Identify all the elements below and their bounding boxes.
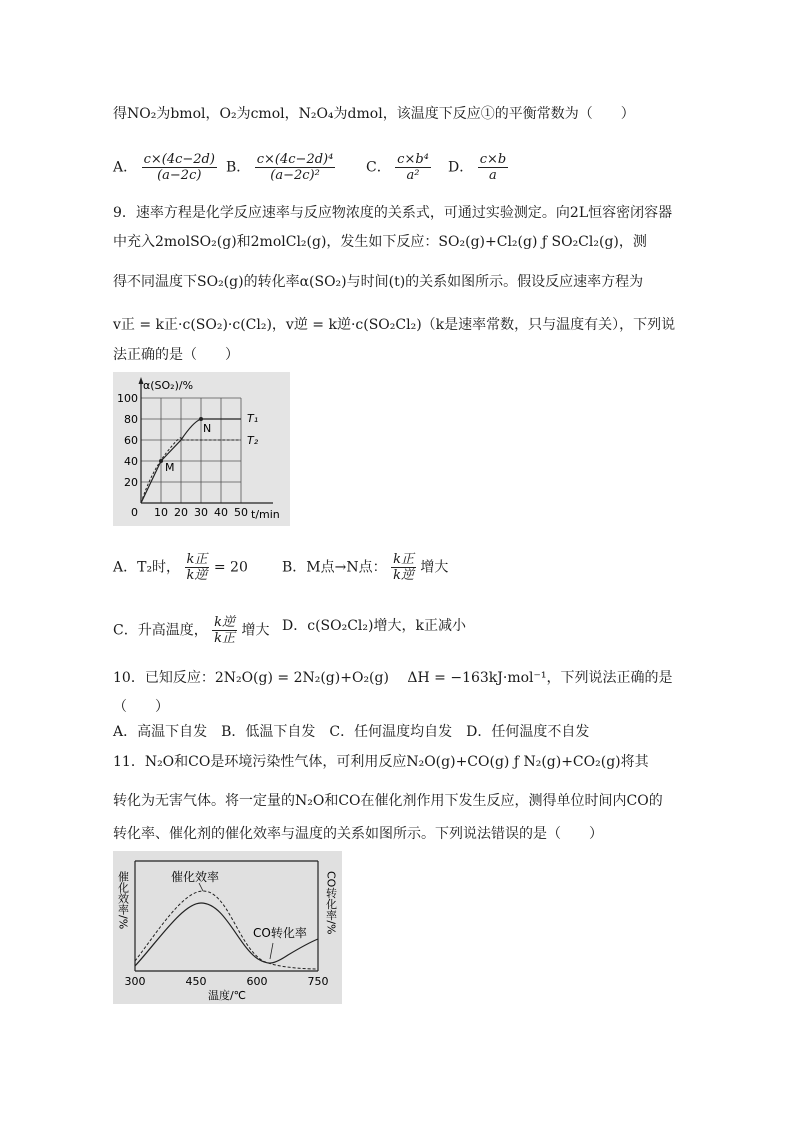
chart1-xlabel: t/min [251,508,280,521]
q9-option-c-fraction [212,615,237,646]
ytick-20: 20 [124,476,138,489]
q9-option-d[interactable]: D．c(SO₂Cl₂)增大，k正减小 [282,618,466,634]
q9-option-b[interactable] [282,552,448,583]
q10-stem-line-1: 10．已知反应：2N₂O(g) = 2N₂(g)+O₂(g) ΔH = −163kJ·mol⁻¹，下列说法正确的是 [113,670,673,686]
chart2-ylabel-left: 催化效率/% [116,871,130,930]
q10-options[interactable]: A．高温下自发 B．低温下自发 C．任何温度均自发 D．任何温度不自发 [113,724,590,740]
q9-option-b-fraction [391,552,416,583]
continued-question-line: 得NO₂为bmol，O₂为cmol，N₂O₄为dmol，该温度下反应①的平衡常数为（ ） [113,106,635,122]
q9-option-c-pre: C．升高温度， [113,622,208,639]
q8-option-c-numerator: c×b⁴ [397,152,429,167]
q9-option-b-pre: B．M点→N点： [282,559,387,576]
chart2-ylabel-right: CO转化率/% [324,871,338,935]
label-t1: T₁ [247,412,259,425]
q9-option-a-denominator: k逆 [186,568,208,583]
label-n: N [203,422,212,435]
q9-stem-line-4: v正 = k正·c(SO₂)·c(Cl₂)，v逆 = k逆·c(SO₂Cl₂)（k是速率常数，只与温度有关），下列说 [113,317,676,333]
q9-option-c-post: 增大 [241,622,270,639]
point-m [159,459,163,463]
q8-option-c-label: C． [366,159,391,176]
q10-stem-line-2: （ ） [113,699,169,715]
figure-so2-conversion [113,372,290,526]
q8-option-a-label: A． [113,159,138,176]
q8-option-a-denominator: (a−2c) [157,168,202,183]
q9-option-c-denominator: k正 [214,631,236,646]
q8-option-b-denominator: (a−2c)² [270,168,320,183]
chart2-xlabel: 温度/℃ [207,989,247,1002]
q8-option-b-label: B． [226,159,251,176]
label-m: M [165,461,175,474]
xtick-450: 450 [185,975,207,988]
xtick-300: 300 [124,975,146,988]
q9-stem-line-3: 得不同温度下SO₂(g)的转化率α(SO₂)与时间(t)的关系如图所示。假设反应速率方程为 [113,274,644,290]
q8-option-d-numerator: c×b [479,152,507,167]
q9-option-a-fraction [185,552,210,583]
label-catalytic-efficiency: 催化效率 [171,870,220,884]
q8-option-c[interactable] [366,152,431,183]
q8-option-d-denominator: a [489,168,497,183]
q8-option-d-fraction [478,152,509,183]
q8-option-a[interactable] [113,152,217,183]
q8-option-b[interactable] [226,152,335,183]
q8-option-b-fraction [255,152,336,183]
xtick-40: 40 [214,506,228,519]
xtick-750: 750 [307,975,329,988]
q9-stem-line-1: 9．速率方程是化学反应速率与反应物浓度的关系式，可通过实验测定。向2L恒容密闭容器 [113,205,673,221]
q8-option-c-denominator: a² [406,168,420,183]
q9-option-a[interactable] [113,552,248,583]
xtick-600: 600 [246,975,268,988]
q9-stem-line-2: 中充入2molSO₂(g)和2molCl₂(g)，发生如下反应：SO₂(g)+Cl₂(g) ƒ SO₂Cl₂(g)，测 [113,234,647,250]
xtick-50: 50 [234,506,248,519]
q9-option-a-pre: A．T₂时， [113,559,181,576]
figure-catalyst-efficiency [113,851,342,1004]
q9-option-b-post: 增大 [420,559,449,576]
q9-stem-line-5: 法正确的是（ ） [113,347,239,363]
q9-option-c-numerator: k逆 [214,615,236,630]
q11-stem-line-3: 转化率、催化剂的催化效率与温度的关系如图所示。下列说法错误的是（ ） [113,826,603,842]
ytick-0: 0 [131,506,138,519]
q11-stem-line-1: 11．N₂O和CO是环境污染性气体，可利用反应N₂O(g)+CO(g) ƒ N₂(g)+CO₂(g)将其 [113,754,649,770]
q9-option-a-numerator: k正 [186,552,208,567]
q8-option-d[interactable] [448,152,508,183]
label-co-conversion: CO转化率 [253,926,307,940]
xtick-30: 30 [194,506,208,519]
xtick-10: 10 [154,506,168,519]
ytick-80: 80 [124,413,138,426]
xtick-20: 20 [174,506,188,519]
label-t2: T₂ [247,434,259,447]
q9-option-a-post: = 20 [213,559,248,576]
q8-option-d-label: D． [448,159,474,176]
q8-option-c-fraction [395,152,431,183]
q8-option-b-numerator: c×(4c−2d)⁴ [256,152,334,167]
ytick-100: 100 [117,392,138,405]
ytick-60: 60 [124,434,138,447]
chart1-ylabel: α(SO₂)/% [143,379,194,392]
q8-option-a-numerator: c×(4c−2d) [143,152,215,167]
q11-stem-line-2: 转化为无害气体。将一定量的N₂O和CO在催化剂作用下发生反应，测得单位时间内CO的 [113,793,663,809]
q9-option-c[interactable] [113,615,270,646]
ytick-40: 40 [124,455,138,468]
q9-option-b-denominator: k逆 [393,568,414,583]
point-n [199,417,203,421]
q8-option-a-fraction [142,152,217,183]
q9-option-b-numerator: k正 [393,552,414,567]
